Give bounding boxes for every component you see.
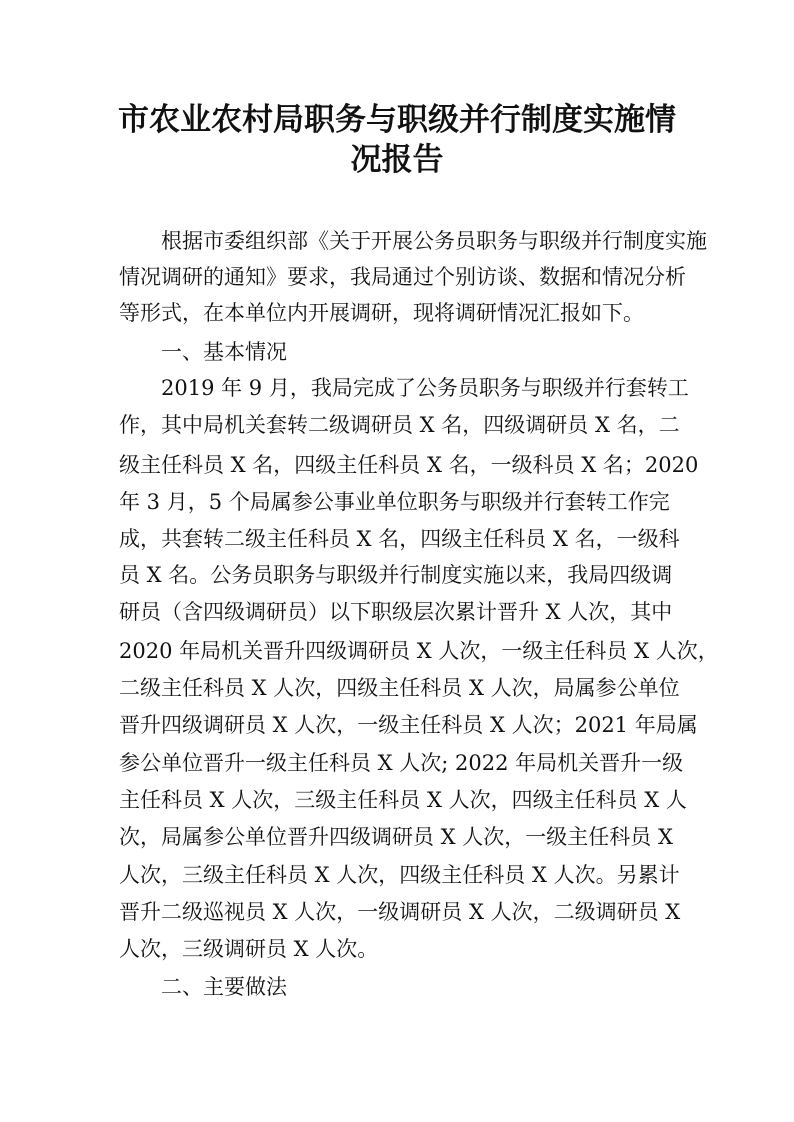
body-line: 成，共套转二级主任科员 X 名，四级主任科员 X 名，一级科 (119, 527, 680, 551)
body-line: 晋升二级巡视员 X 人次，一级调研员 X 人次，二级调研员 X (119, 900, 681, 924)
body-line: 晋升四级调研员 X 人次，一级主任科员 X 人次；2021 年局属 (119, 713, 698, 737)
body-line: 根据市委组织部《关于开展公务员职务与职级并行制度实施 (161, 229, 707, 253)
body-line: 情况调研的通知》要求，我局通过个别访谈、数据和情况分析 (119, 265, 686, 289)
section-heading-basic-situation: 一、基本情况 (161, 340, 287, 364)
body-line: 二级主任科员 X 人次，四级主任科员 X 人次，局属参公单位 (119, 676, 680, 700)
body-line: 参公单位晋升一级主任科员 X 人次; 2022 年局机关晋升一级 (119, 751, 684, 775)
body-line: 级主任科员 X 名，四级主任科员 X 名，一级科员 X 名；2020 (119, 453, 699, 477)
body-line: 年 3 月，5 个局属参公事业单位职务与职级并行套转工作完 (119, 490, 670, 514)
body-line: 人次，三级调研员 X 人次。 (119, 937, 379, 961)
document-title-line-1: 市农业农村局职务与职级并行制度实施情 (118, 102, 676, 138)
body-line: 次，局属参公单位晋升四级调研员 X 人次，一级主任科员 X (119, 825, 673, 849)
document-title-line-2: 况报告 (350, 142, 444, 178)
body-line: 作，其中局机关套转二级调研员 X 名，四级调研员 X 名，二 (119, 413, 680, 437)
body-line: 研员（含四级调研员）以下职级层次累计晋升 X 人次，其中 (119, 600, 673, 624)
body-line: 人次，三级主任科员 X 人次，四级主任科员 X 人次。另累计 (119, 863, 680, 887)
body-line: 2019 年 9 月，我局完成了公务员职务与职级并行套转工 (161, 376, 689, 400)
body-line: 员 X 名。公务员职务与职级并行制度实施以来，我局四级调 (119, 563, 673, 587)
body-line: 2020 年局机关晋升四级调研员 X 人次，一级主任科员 X 人次， (119, 639, 719, 663)
section-heading-main-practices: 二、主要做法 (161, 975, 287, 999)
body-line: 主任科员 X 人次，三级主任科员 X 人次，四级主任科员 X 人 (119, 788, 687, 812)
body-line: 等形式，在本单位内开展调研，现将调研情况汇报如下。 (119, 301, 644, 325)
